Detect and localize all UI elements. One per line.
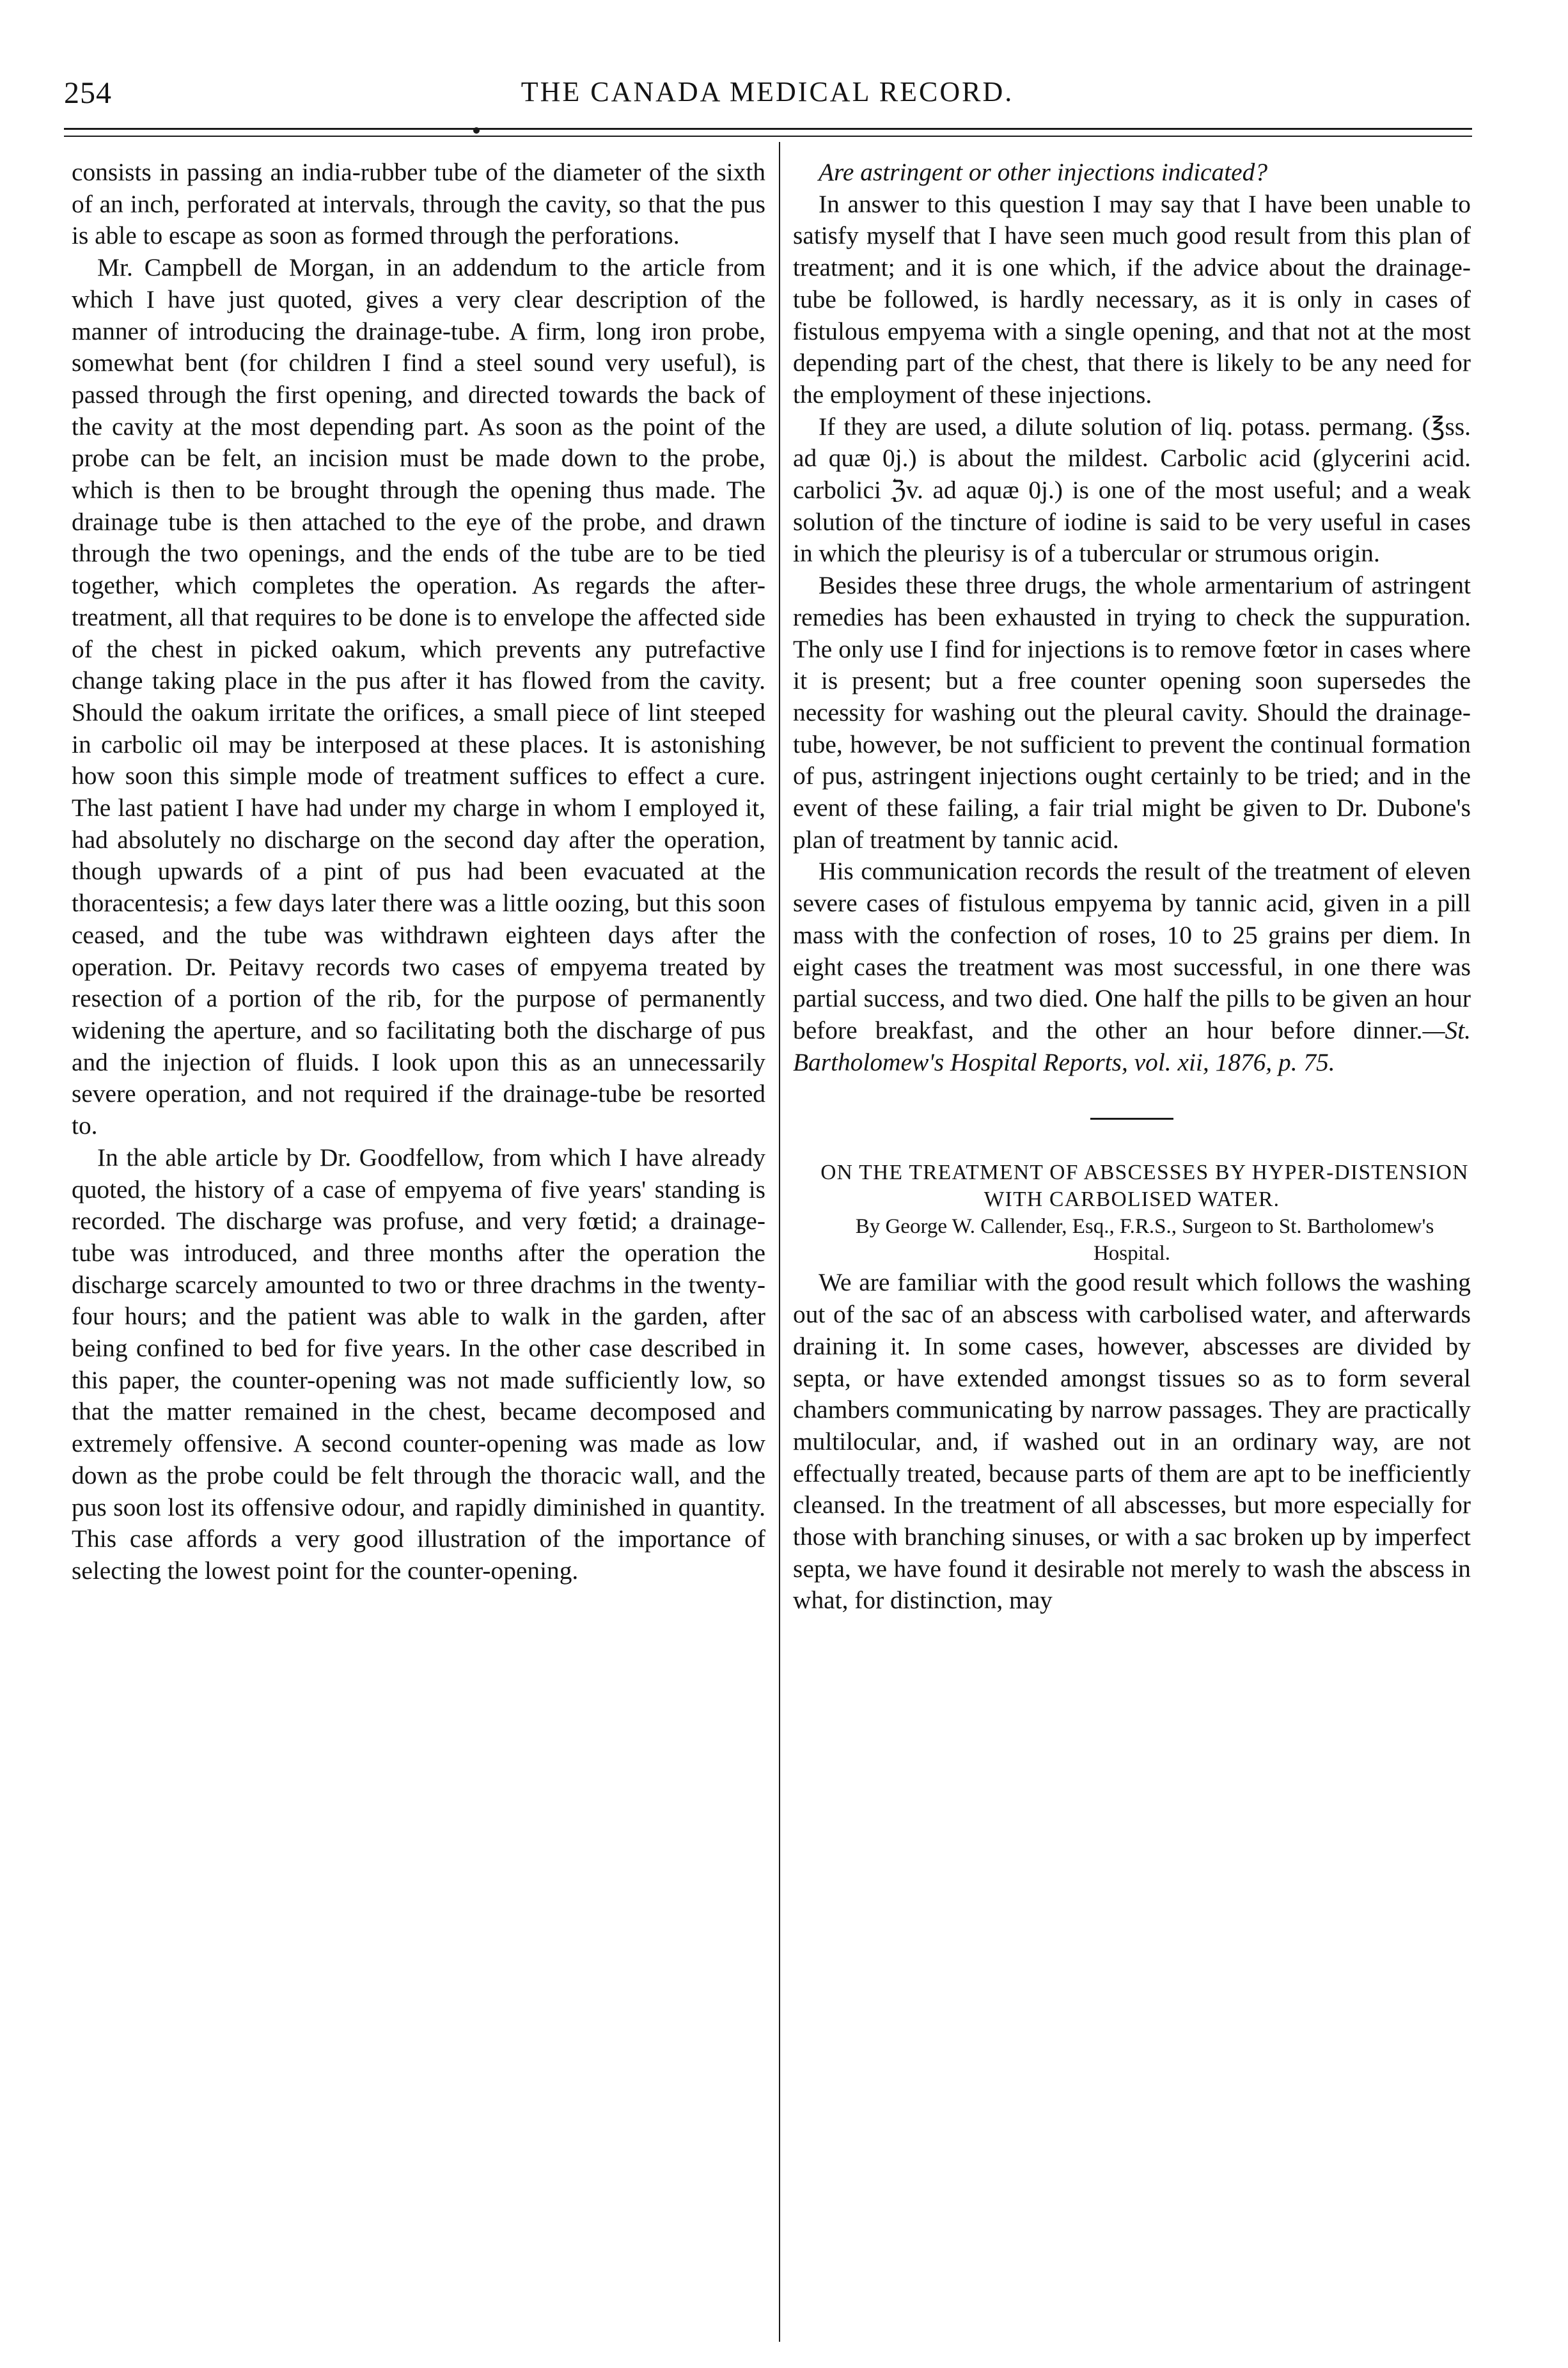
right-paragraph-4 bbox=[793, 856, 1471, 1078]
article-byline: By George W. Callender, Esq., F.R.S., Surgeon to St. Bartholomew's Hospital. bbox=[855, 1215, 1434, 1266]
left-paragraph-1: consists in passing an india-rubber tube of the diameter of the sixth of an inch, perforated at intervals, through the cavity, so that the pus is able to escape as soon as formed through the perforations. bbox=[72, 158, 765, 250]
left-paragraph-2: Mr. Campbell de Morgan, in an addendum to the article from which I have just quoted, gives a very clear description of the manner of introducing the drainage-tube. A firm, long iron probe, somewhat bent (for children I find a steel sound very useful), is passed through the first opening, and directed towards the back of the cavity at the most depending part. As soon as the point of the probe can be felt, an incision must be made down to the probe, which is then to be brought through the opening thus made. The drainage tube is then attached to the eye of the probe, and drawn through the two openings, and the ends of the tube are to be tied together, which completes the operation. As regards the after-treatment, all that requires to be done is to envelope the affected side of the chest in picked oakum, which prevents any putrefactive change taking place in the pus after it has flowed from the cavity. Should the oakum irritate the orifices, a small piece of lint steeped in carbolic oil may be interposed at these places. It is astonishing how soon this simple mode of treatment suffices to effect a cure. The last patient I have had under my charge in whom I employed it, had absolutely no discharge on the second day after the operation, though upwards of a pint of pus had been evacuated at the thoracentesis; a few days later there was a little oozing, but this soon ceased, and the tube was withdrawn eighteen days after the operation. Dr. Peitavy records two cases of empyema treated by resection of a portion of the rib, for the purpose of permanently widening the aperture, and so facilitating both the discharge of pus and the injection of fluids. I look upon this as an unnecessarily severe operation, and not required if the drainage-tube be resorted to. bbox=[72, 253, 765, 1140]
running-head bbox=[64, 75, 1471, 120]
right-paragraph-2: If they are used, a dilute solution of liq. potass. permang. (℥ss. ad quæ 0j.) is about the mildest. Carbolic acid (glycerini acid. carbolici ℨv. ad aquæ 0j.) is one of the most useful; and a weak solution of the tincture of iodine is said to be very useful in cases in which the pleurisy is of a tubercular or strumous origin. bbox=[793, 412, 1471, 568]
section-question: Are astringent or other injections indicated? bbox=[819, 158, 1268, 186]
rule-ornament bbox=[473, 127, 480, 134]
right-column bbox=[793, 157, 1471, 1617]
citation: —St. Bartholomew's Hospital Reports, vol. xii, 1876, p. 75. bbox=[793, 1015, 1471, 1076]
page-number: 254 bbox=[64, 76, 112, 110]
left-column bbox=[72, 157, 765, 1587]
header-rule-top bbox=[64, 128, 1472, 130]
column-divider bbox=[779, 142, 780, 2342]
right-paragraph-1: In answer to this question I may say that I have been unable to satisfy myself that I have seen much good result from this plan of treatment; and it is one which, if the advice about the drainage-tube be followed, is hardly necessary, as it is only in cases of fistulous empyema with a single opening, and that not at the most depending part of the chest, that there is likely to be any need for the employment of these injections. bbox=[793, 189, 1471, 409]
journal-title: THE CANADA MEDICAL RECORD. bbox=[521, 76, 1014, 107]
right-paragraph-3: Besides these three drugs, the whole armentarium of astringent remedies has been exhausted in trying to check the suppuration. The only use I find for injections is to remove fœtor in cases where it is present; but a free counter opening soon supersedes the necessity for washing out the pleural cavity. Should the drainage-tube, however, be not sufficient to prevent the continual formation of pus, astringent injections ought certainly to be tried; and in the event of these failing, a fair trial might be given to Dr. Dubone's plan of treatment by tannic acid. bbox=[793, 571, 1471, 854]
section-divider bbox=[1090, 1118, 1173, 1120]
article-paragraph-1: We are familiar with the good result which follows the washing out of the sac of an abscess with carbolised water, and afterwards draining it. In some cases, however, abscesses are divided by septa, or have extended amongst tissues so as to form several chambers communicating by narrow passages. They are practically multilocular, and, if washed out in an ordinary way, are not effectually treated, because parts of them are apt to be inefficiently cleansed. In the treatment of all abscesses, but more especially for those with branching sinuses, or with a sac broken up by imperfect septa, we have found it desirable not merely to wash the abscess in what, for distinction, may bbox=[793, 1268, 1471, 1615]
dubone-text: His communication records the result of the treatment of eleven severe cases of fistulous empyema by tannic acid, given in a pill mass with the confection of roses, 10 to 25 grains per diem. In eight cases the treatment was most successful, in one there was partial success, and two died. One half the pills to be given an hour before breakfast, and the other an hour before dinner. bbox=[793, 857, 1471, 1044]
header-rule-bottom bbox=[64, 136, 1472, 137]
left-paragraph-3: In the able article by Dr. Goodfellow, from which I have already quoted, the history of a case of empyema of five years' standing is recorded. The discharge was profuse, and very fœtid; a drainage-tube was introduced, and three months after the operation the discharge scarcely amounted to two or three drachms in the twenty-four hours; and the patient was able to walk in the garden, after being confined to bed for five years. In the other case described in this paper, the counter-opening was not made sufficiently low, so that the matter remained in the chest, became decomposed and extremely offensive. A second counter-opening was made as low down as the probe could be felt through the thoracic wall, and the pus soon lost its offensive odour, and rapidly diminished in quantity. This case affords a very good illustration of the importance of selecting the lowest point for the counter-opening. bbox=[72, 1143, 765, 1585]
article-title: ON THE TREATMENT OF ABSCESSES BY HYPER-DISTENSION WITH CARBOLISED WATER. bbox=[820, 1161, 1469, 1212]
